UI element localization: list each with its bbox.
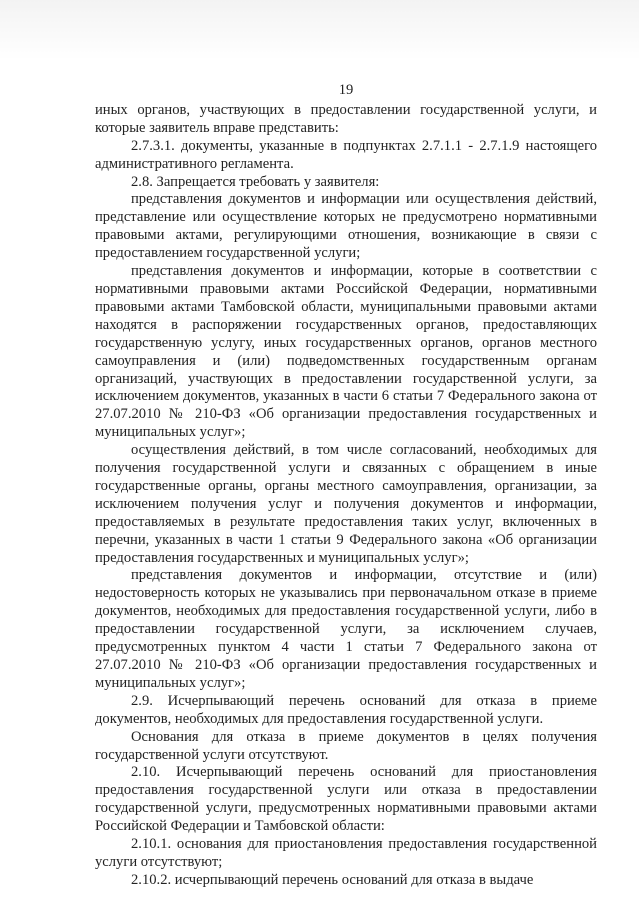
paragraph-11: 2.10.2. исчерпывающий перечень оснований для отказа в выдаче <box>131 871 534 888</box>
paragraph-6: представления документов и информации, отсутствие и (или) недостоверность которых не указывались при первоначальном отказе в приеме документов, необходимых для предоставления государственной услуги, либо в предоставлении государственной услуги, за исключением случаев, предусмотренных пунктом 4 части 1 статьи 7 Федерального закона от 27.07.2010 № 210-ФЗ «Об организации предоставления государственных и муниципальных услуг»; <box>95 567 597 691</box>
scan-shadow <box>0 0 639 60</box>
page-number: 19 <box>338 82 354 98</box>
paragraph-2: 2.8. Запрещается требовать у заявителя: <box>131 173 380 190</box>
paragraph-9: 2.10. Исчерпывающий перечень оснований для приостановления предоставления государственной услуги или отказа в предоставлении государственной услуги, предусмотренных нормативными правовыми актами Российской Федерации и Тамбовской области: <box>95 764 597 835</box>
document-page <box>95 82 597 890</box>
paragraph-5: осуществления действий, в том числе согласований, необходимых для получения государственной услуги и связанных с обращением в иные государственные органы, органы местного самоуправления, организации, за исключением получения услуг и получения документов и информации, предоставляемых в результате предоставления таких услуг, включенных в перечни, указанных в части 1 статьи 9 Федерального закона «Об организации предоставления государственных и муниципальных услуг»; <box>95 442 597 566</box>
paragraph-10: 2.10.1. основания для приостановления предоставления государственной услуги отсутствуют; <box>95 836 597 870</box>
paragraph-1: 2.7.3.1. документы, указанные в подпунктах 2.7.1.1 - 2.7.1.9 настоящего административного регламента. <box>95 137 597 172</box>
paragraph-3: представления документов и информации или осуществления действий, представление или осуществление которых не предусмотрено нормативными правовыми актами, регулирующими отношения, возникающие в связи с предоставлением государственной услуги; <box>95 191 597 262</box>
paragraph-8: Основания для отказа в приеме документов в целях получения государственной услуги отсутствуют. <box>95 728 597 763</box>
paragraph-7: 2.9. Исчерпывающий перечень оснований для отказа в приеме документов, необходимых для предоставления государственной услуги. <box>95 692 597 727</box>
paragraph-4: представления документов и информации, которые в соответствии с нормативными правовыми актами Российской Федерации, нормативными правовыми актами Тамбовской области, муниципальными правовыми актами находятся в распоряжении государственных органов, предоставляющих государственную услугу, иных государственных органов, органов местного самоуправления и (или) подведомственных государственным органам организаций, участвующих в предоставлении государственной услуги, за исключением документов, указанных в части 6 статьи 7 Федерального закона от 27.07.2010 № 210-ФЗ «Об организации предоставления государственных и муниципальных услуг»; <box>95 263 597 441</box>
paragraph-0: иных органов, участвующих в предоставлении государственной услуги, и которые заявитель вправе представить: <box>95 101 597 136</box>
